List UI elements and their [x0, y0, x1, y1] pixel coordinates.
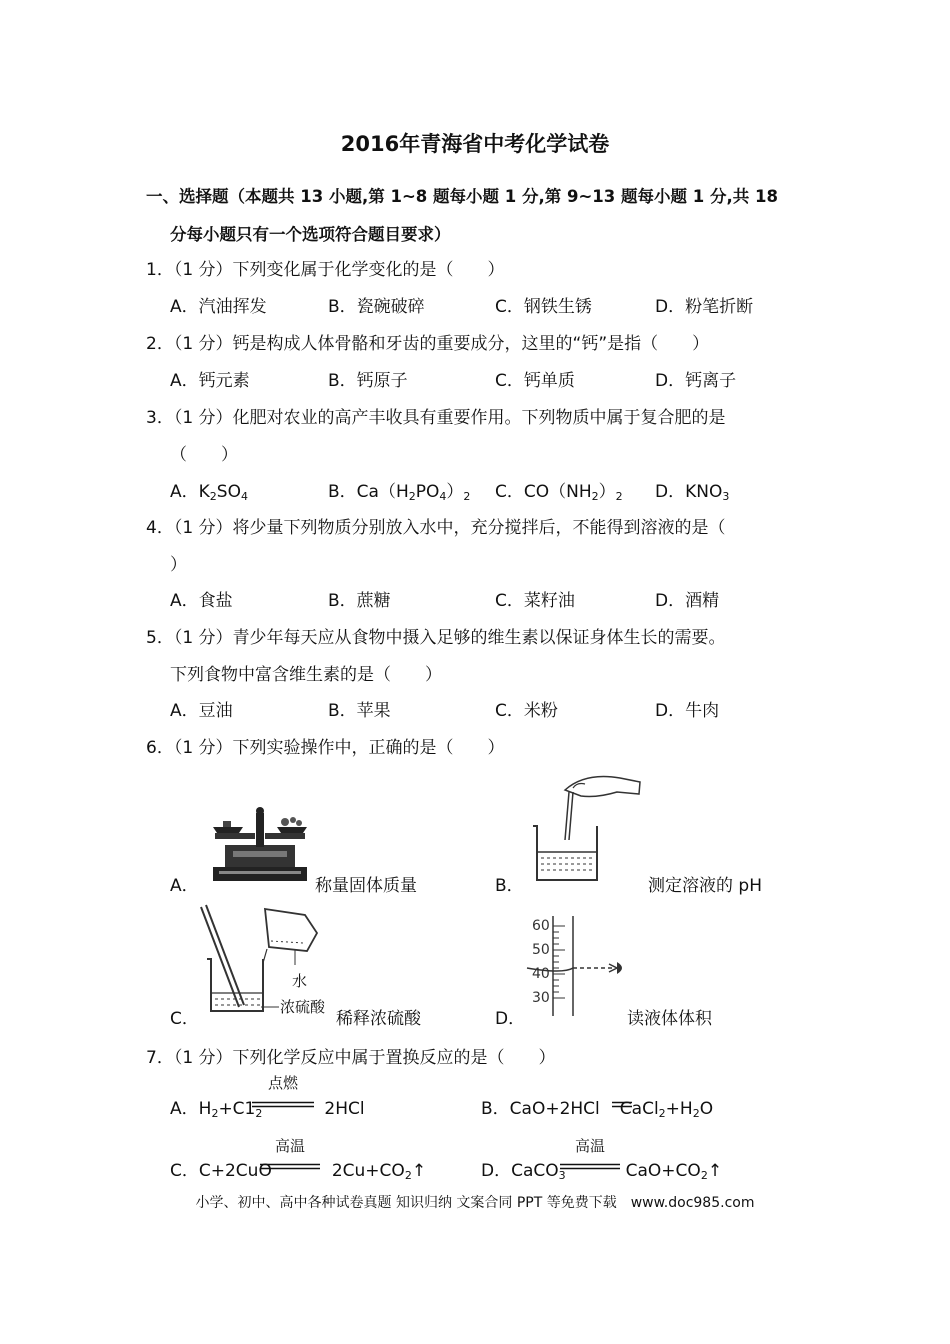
q2-option-b: B．钙原子	[328, 371, 408, 391]
q7-b-equals-sign	[612, 1101, 632, 1109]
q6-option-c-label: C．	[170, 1009, 199, 1029]
q2-option-d: D．钙离子	[655, 371, 737, 391]
q6-option-b-caption: 测定溶液的 pH	[648, 876, 762, 896]
q4-option-a: A．食盐	[170, 591, 233, 611]
q4-option-b: B．蔗糖	[328, 591, 391, 611]
q6-option-a-label: A．	[170, 876, 199, 896]
q7-c-condition: 高温	[274, 1137, 305, 1155]
q4-option-c: C．菜籽油	[495, 591, 575, 611]
conc-acid-label: 浓硫酸	[280, 998, 326, 1016]
question-7-stem: 7．（1 分）下列化学反应中属于置换反应的是（ ）	[146, 1048, 556, 1068]
tick-50: 50	[532, 942, 550, 958]
q7-d-condition: 高温	[574, 1137, 605, 1155]
section-heading-line2: 分每小题只有一个选项符合题目要求）	[170, 225, 451, 244]
q2-option-c: C．钙单质	[495, 371, 575, 391]
tick-60: 60	[532, 918, 550, 934]
q3-option-a: A．$K_2SO_4$	[170, 482, 248, 503]
ph-test-beaker-image	[525, 768, 650, 886]
q7-option-a: A．$H_2+C1_2$ 2HCl	[170, 1099, 365, 1120]
question-5-stem-cont: 下列食物中富含维生素的是（ ）	[170, 665, 442, 685]
q1-option-d: D．粉笔折断	[655, 297, 754, 317]
question-2-stem: 2．（1 分）钙是构成人体骨骼和牙齿的重要成分，这里的“钙”是指（ ）	[146, 334, 710, 354]
q7-c-equals-sign	[260, 1163, 320, 1171]
question-5-stem: 5．（1 分）青少年每天应从食物中摄入足够的维生素以保证身体生长的需要。	[146, 628, 726, 648]
q5-option-c: C．米粉	[495, 701, 558, 721]
tick-40: 40	[532, 966, 550, 982]
q5-option-d: D．牛肉	[655, 701, 720, 721]
q4-option-d: D．酒精	[655, 591, 720, 611]
q3-option-d: D．$KNO_3$	[655, 482, 730, 503]
question-6-stem: 6．（1 分）下列实验操作中，正确的是（ ）	[146, 738, 505, 758]
q7-d-equals-sign	[560, 1163, 620, 1171]
q7-a-equals-sign	[252, 1101, 314, 1109]
q5-option-a: A．豆油	[170, 701, 233, 721]
q6-option-a-caption: 称量固体质量	[315, 876, 417, 896]
question-3-stem-cont: （ ）	[170, 445, 238, 465]
q1-option-c: C．钢铁生锈	[495, 297, 592, 317]
question-3-stem: 3．（1 分）化肥对农业的高产丰收具有重要作用。下列物质中属于复合肥的是	[146, 408, 726, 428]
q6-option-d-label: D．	[495, 1009, 526, 1029]
page-footer: 小学、初中、高中各种试卷真题 知识归纳 文案合同 PPT 等免费下载 www.doc985.com	[195, 1195, 755, 1211]
q3-option-b: B．$Ca(H_2PO_4)_2$	[328, 482, 471, 503]
q3-option-c: C．$CO(NH_2)_2$	[495, 482, 623, 503]
q6-option-b-label: B．	[495, 876, 524, 896]
q6-option-c-caption: 稀释浓硫酸	[336, 1009, 421, 1029]
q5-option-b: B．苹果	[328, 701, 391, 721]
q1-option-b: B．瓷碗破碎	[328, 297, 425, 317]
tick-30: 30	[532, 990, 550, 1006]
page-title: 2016年青海省中考化学试卷	[340, 132, 610, 156]
q1-option-a: A．汽油挥发	[170, 297, 267, 317]
question-4-stem: 4．（1 分）将少量下列物质分别放入水中，充分搅拌后，不能得到溶液的是（	[146, 518, 726, 538]
question-4-stem-cont: ）	[170, 555, 187, 575]
section-heading-line1: 一、选择题（本题共 13 小题,第 1~8 题每小题 1 分,第 9~13 题每小题 1 分,共 18	[146, 187, 778, 206]
q7-a-condition: 点燃	[267, 1074, 298, 1092]
water-label: 水	[292, 972, 308, 990]
balance-scale-image	[205, 805, 315, 885]
q7-option-d: D．CaCO$_3$ $CaO+CO_2↑$	[481, 1161, 723, 1182]
q2-option-a: A．钙元素	[170, 371, 250, 391]
q7-option-b: B．CaO+2HCl $CaCl_2+H_2O$	[481, 1099, 714, 1120]
question-1-stem: 1．（1 分）下列变化属于化学变化的是（ ）	[146, 260, 505, 280]
q7-option-c: C．C+2CuO $2Cu+CO_2↑$	[170, 1161, 427, 1182]
q6-option-d-caption: 读液体体积	[627, 1009, 712, 1029]
